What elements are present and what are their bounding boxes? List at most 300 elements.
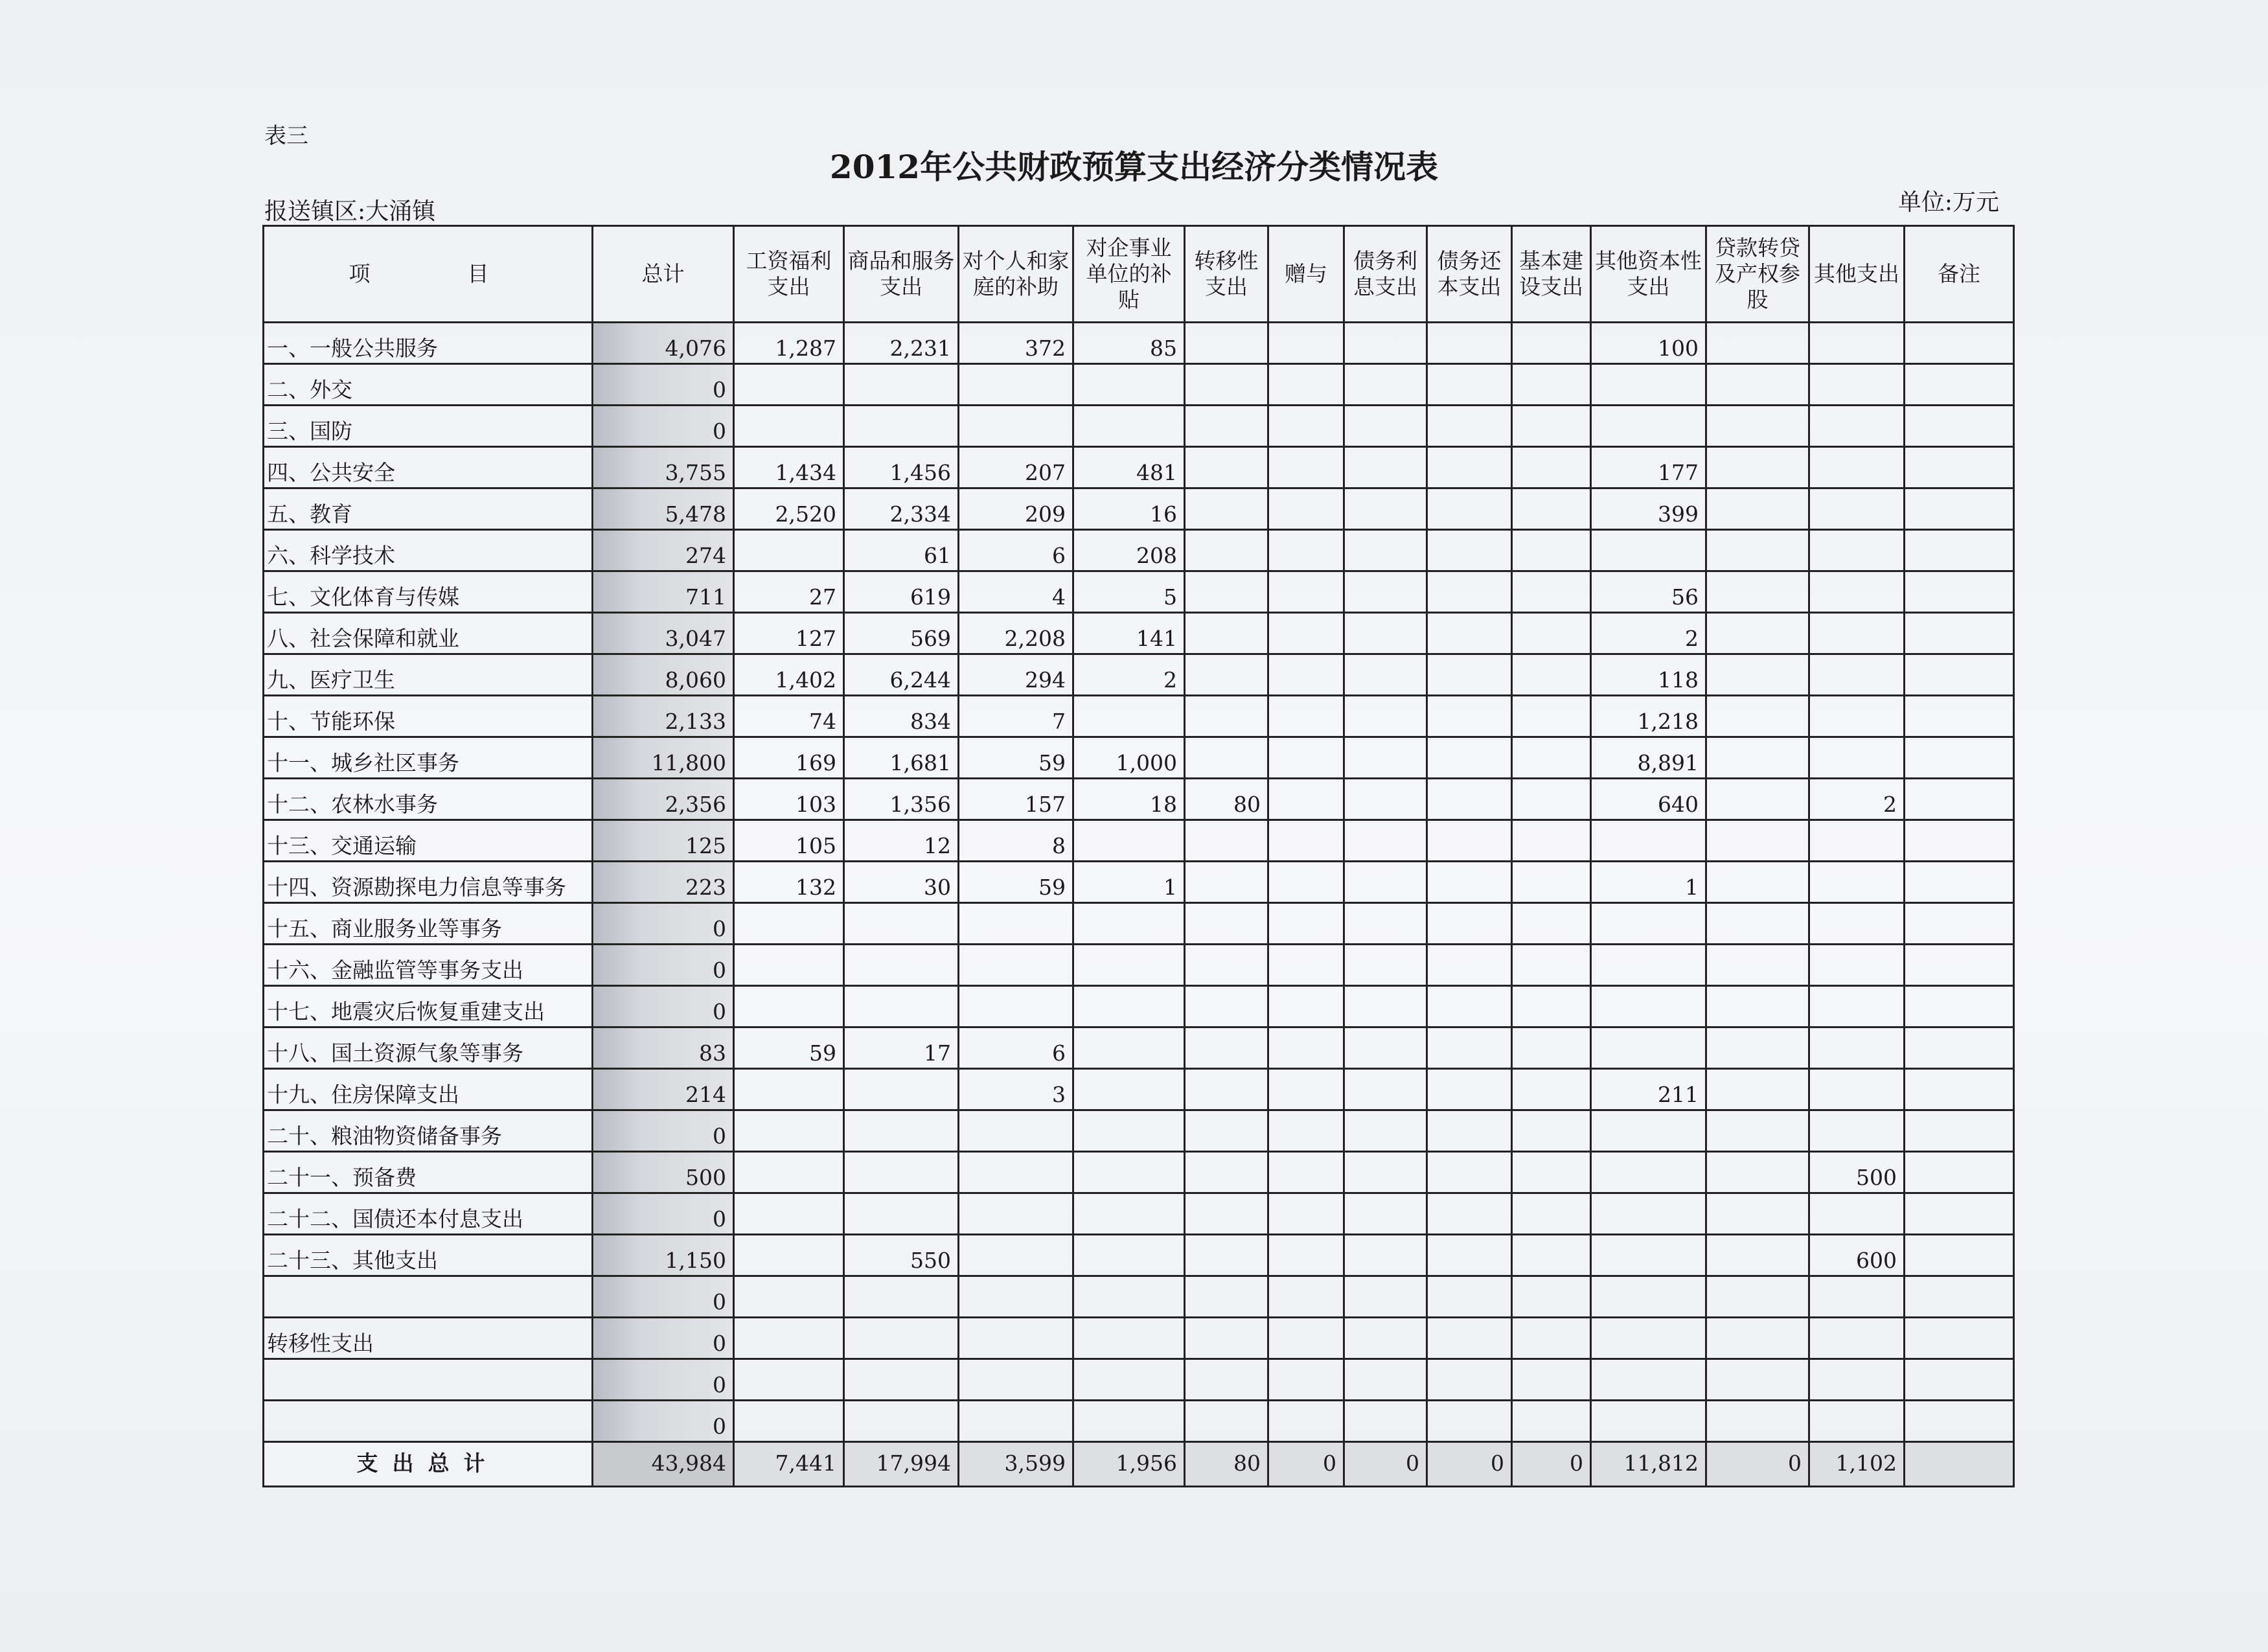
- cell-enterprise-subsidy: [1073, 1276, 1185, 1318]
- cell-wages: 1,402: [734, 654, 844, 696]
- cell-other-capital: 1,218: [1591, 696, 1706, 737]
- cell-debt-principal: [1427, 406, 1512, 447]
- cell-item: 十四、资源勘探电力信息等事务: [264, 862, 593, 903]
- cell-debt-interest: [1344, 903, 1427, 945]
- cell-donation: [1268, 1027, 1344, 1069]
- cell-debt-interest: [1344, 779, 1427, 820]
- cell-enterprise-subsidy: 141: [1073, 613, 1185, 654]
- cell-debt-principal: [1427, 1276, 1512, 1318]
- cell-item: 二十、粮油物资储备事务: [264, 1110, 593, 1152]
- cell-debt-interest: [1344, 613, 1427, 654]
- cell-capital-construction: [1512, 447, 1591, 488]
- cell-goods-services: [844, 1276, 959, 1318]
- cell-debt-principal: [1427, 903, 1512, 945]
- column-header-debt-principal: 债务还本支出: [1427, 226, 1512, 323]
- cell-other-capital: [1591, 1152, 1706, 1193]
- cell-transfer: [1185, 364, 1268, 406]
- table-row: [264, 820, 2014, 862]
- cell-capital-construction: [1512, 613, 1591, 654]
- cell-donation: [1268, 945, 1344, 986]
- cell-goods-services: 6,244: [844, 654, 959, 696]
- cell-other-expenditure: 2: [1809, 779, 1905, 820]
- cell-debt-principal: [1427, 571, 1512, 613]
- cell-transfer: [1185, 903, 1268, 945]
- cell-goods-services: 1,356: [844, 779, 959, 820]
- cell-other-expenditure: [1809, 1193, 1905, 1235]
- cell-capital-construction: [1512, 862, 1591, 903]
- cell-wages: [734, 1235, 844, 1276]
- cell-other-capital: [1591, 1027, 1706, 1069]
- cell-item: [264, 1276, 593, 1318]
- cell-debt-principal: [1427, 696, 1512, 737]
- cell-remarks: [1905, 696, 2014, 737]
- cell-total: 0: [593, 1193, 734, 1235]
- cell-debt-principal: [1427, 530, 1512, 571]
- cell-individual-subsidy: 59: [959, 862, 1073, 903]
- cell-wages: [734, 1359, 844, 1401]
- cell-capital-construction: [1512, 1318, 1591, 1359]
- cell-goods-services: 834: [844, 696, 959, 737]
- cell-debt-principal: [1427, 820, 1512, 862]
- cell-wages: [734, 1152, 844, 1193]
- cell-transfer: [1185, 323, 1268, 364]
- cell-loans-equity: [1706, 530, 1809, 571]
- cell-transfer: [1185, 986, 1268, 1027]
- cell-individual-subsidy: 7: [959, 696, 1073, 737]
- cell-other-capital: 399: [1591, 488, 1706, 530]
- cell-capital-construction: [1512, 1401, 1591, 1442]
- cell-donation: [1268, 488, 1344, 530]
- cell-goods-services: [844, 1359, 959, 1401]
- cell-transfer: [1185, 737, 1268, 779]
- cell-enterprise-subsidy: 1,000: [1073, 737, 1185, 779]
- cell-debt-principal: [1427, 323, 1512, 364]
- cell-debt-principal: [1427, 1027, 1512, 1069]
- cell-capital-construction: [1512, 364, 1591, 406]
- cell-loans-equity: [1706, 986, 1809, 1027]
- cell-remarks: [1905, 945, 2014, 986]
- cell-wages: [734, 1110, 844, 1152]
- cell-donation: [1268, 696, 1344, 737]
- cell-individual-subsidy: 207: [959, 447, 1073, 488]
- cell-remarks: [1905, 530, 2014, 571]
- cell-capital-construction: [1512, 654, 1591, 696]
- cell-capital-construction: [1512, 323, 1591, 364]
- table-row: [264, 654, 2014, 696]
- cell-capital-construction: [1512, 986, 1591, 1027]
- cell-enterprise-subsidy: [1073, 1359, 1185, 1401]
- cell-individual-subsidy: [959, 1401, 1073, 1442]
- cell-transfer: [1185, 1359, 1268, 1401]
- cell-transfer: [1185, 488, 1268, 530]
- cell-wages: 169: [734, 737, 844, 779]
- cell-capital-construction: [1512, 1359, 1591, 1401]
- cell-remarks: [1905, 903, 2014, 945]
- total-cell-debt-interest: 0: [1344, 1442, 1427, 1487]
- cell-remarks: [1905, 488, 2014, 530]
- cell-loans-equity: [1706, 1276, 1809, 1318]
- cell-transfer: [1185, 1027, 1268, 1069]
- cell-other-expenditure: [1809, 613, 1905, 654]
- header-row: [264, 226, 2014, 323]
- cell-remarks: [1905, 986, 2014, 1027]
- cell-loans-equity: [1706, 1110, 1809, 1152]
- table-row: [264, 1027, 2014, 1069]
- cell-individual-subsidy: [959, 1152, 1073, 1193]
- cell-other-capital: [1591, 1193, 1706, 1235]
- cell-wages: [734, 1069, 844, 1110]
- cell-donation: [1268, 530, 1344, 571]
- cell-enterprise-subsidy: 2: [1073, 654, 1185, 696]
- cell-donation: [1268, 571, 1344, 613]
- cell-donation: [1268, 1193, 1344, 1235]
- cell-individual-subsidy: [959, 1276, 1073, 1318]
- cell-other-capital: 640: [1591, 779, 1706, 820]
- cell-donation: [1268, 654, 1344, 696]
- cell-enterprise-subsidy: [1073, 1235, 1185, 1276]
- cell-goods-services: [844, 945, 959, 986]
- cell-remarks: [1905, 654, 2014, 696]
- table-row: [264, 1401, 2014, 1442]
- cell-goods-services: [844, 406, 959, 447]
- cell-remarks: [1905, 571, 2014, 613]
- total-cell-enterprise-subsidy: 1,956: [1073, 1442, 1185, 1487]
- column-header-remarks: 备注: [1905, 226, 2014, 323]
- cell-item: 五、教育: [264, 488, 593, 530]
- cell-transfer: [1185, 1276, 1268, 1318]
- cell-donation: [1268, 903, 1344, 945]
- table-row: [264, 530, 2014, 571]
- cell-wages: 105: [734, 820, 844, 862]
- cell-wages: 59: [734, 1027, 844, 1069]
- cell-donation: [1268, 1152, 1344, 1193]
- cell-remarks: [1905, 364, 2014, 406]
- cell-other-expenditure: [1809, 447, 1905, 488]
- table-row: [264, 986, 2014, 1027]
- cell-loans-equity: [1706, 1401, 1809, 1442]
- cell-goods-services: 569: [844, 613, 959, 654]
- cell-loans-equity: [1706, 903, 1809, 945]
- cell-capital-construction: [1512, 820, 1591, 862]
- cell-enterprise-subsidy: 18: [1073, 779, 1185, 820]
- cell-remarks: [1905, 820, 2014, 862]
- cell-individual-subsidy: [959, 986, 1073, 1027]
- cell-debt-principal: [1427, 488, 1512, 530]
- cell-other-capital: 100: [1591, 323, 1706, 364]
- cell-total: 0: [593, 1318, 734, 1359]
- cell-debt-principal: [1427, 1318, 1512, 1359]
- cell-remarks: [1905, 1027, 2014, 1069]
- column-header-item: 项 目: [264, 226, 593, 323]
- column-header-capital-construction: 基本建设支出: [1512, 226, 1591, 323]
- table-row: [264, 1110, 2014, 1152]
- cell-goods-services: 61: [844, 530, 959, 571]
- reporting-district: 报送镇区:大涌镇: [264, 198, 436, 225]
- cell-other-expenditure: [1809, 406, 1905, 447]
- cell-donation: [1268, 862, 1344, 903]
- cell-other-capital: [1591, 945, 1706, 986]
- cell-enterprise-subsidy: [1073, 1193, 1185, 1235]
- cell-debt-interest: [1344, 737, 1427, 779]
- column-header-other-expenditure: 其他支出: [1809, 226, 1905, 323]
- cell-transfer: [1185, 447, 1268, 488]
- cell-total: 214: [593, 1069, 734, 1110]
- total-cell-loans-equity: 0: [1706, 1442, 1809, 1487]
- cell-other-capital: 177: [1591, 447, 1706, 488]
- cell-donation: [1268, 1401, 1344, 1442]
- cell-loans-equity: [1706, 323, 1809, 364]
- cell-other-capital: [1591, 1318, 1706, 1359]
- cell-item: 十三、交通运输: [264, 820, 593, 862]
- table-number: 表三: [264, 123, 308, 149]
- cell-loans-equity: [1706, 1152, 1809, 1193]
- cell-debt-principal: [1427, 364, 1512, 406]
- cell-donation: [1268, 737, 1344, 779]
- cell-individual-subsidy: [959, 945, 1073, 986]
- cell-enterprise-subsidy: [1073, 1069, 1185, 1110]
- cell-wages: 2,520: [734, 488, 844, 530]
- cell-wages: [734, 1276, 844, 1318]
- cell-donation: [1268, 1235, 1344, 1276]
- cell-goods-services: [844, 1401, 959, 1442]
- cell-transfer: [1185, 406, 1268, 447]
- cell-wages: [734, 986, 844, 1027]
- cell-item: 十七、地震灾后恢复重建支出: [264, 986, 593, 1027]
- cell-other-capital: [1591, 986, 1706, 1027]
- cell-individual-subsidy: 157: [959, 779, 1073, 820]
- cell-total: 274: [593, 530, 734, 571]
- cell-debt-interest: [1344, 1152, 1427, 1193]
- cell-loans-equity: [1706, 488, 1809, 530]
- cell-loans-equity: [1706, 364, 1809, 406]
- cell-transfer: [1185, 571, 1268, 613]
- page-title: 2012年公共财政预算支出经济分类情况表: [829, 148, 1439, 186]
- cell-other-capital: [1591, 530, 1706, 571]
- cell-total: 0: [593, 364, 734, 406]
- cell-debt-principal: [1427, 862, 1512, 903]
- cell-item: 四、公共安全: [264, 447, 593, 488]
- cell-item: 一、一般公共服务: [264, 323, 593, 364]
- cell-loans-equity: [1706, 406, 1809, 447]
- cell-other-capital: [1591, 820, 1706, 862]
- cell-item: 二、外交: [264, 364, 593, 406]
- cell-loans-equity: [1706, 779, 1809, 820]
- cell-other-expenditure: [1809, 488, 1905, 530]
- cell-goods-services: 1,681: [844, 737, 959, 779]
- cell-capital-construction: [1512, 903, 1591, 945]
- cell-wages: [734, 1401, 844, 1442]
- cell-remarks: [1905, 779, 2014, 820]
- table-row: [264, 1193, 2014, 1235]
- cell-loans-equity: [1706, 654, 1809, 696]
- cell-remarks: [1905, 1069, 2014, 1110]
- table-row: [264, 1152, 2014, 1193]
- unit-label: 单位:万元: [1897, 189, 1999, 216]
- cell-debt-interest: [1344, 862, 1427, 903]
- cell-remarks: [1905, 1193, 2014, 1235]
- cell-transfer: [1185, 1069, 1268, 1110]
- cell-total: 0: [593, 945, 734, 986]
- cell-total: 2,133: [593, 696, 734, 737]
- cell-other-expenditure: [1809, 530, 1905, 571]
- cell-remarks: [1905, 1401, 2014, 1442]
- cell-debt-interest: [1344, 1401, 1427, 1442]
- table-row: [264, 364, 2014, 406]
- cell-wages: [734, 1193, 844, 1235]
- cell-individual-subsidy: [959, 1193, 1073, 1235]
- cell-item: 十九、住房保障支出: [264, 1069, 593, 1110]
- cell-wages: 74: [734, 696, 844, 737]
- column-header-debt-interest: 债务利息支出: [1344, 226, 1427, 323]
- cell-goods-services: [844, 986, 959, 1027]
- cell-donation: [1268, 613, 1344, 654]
- cell-donation: [1268, 1359, 1344, 1401]
- total-cell-debt-principal: 0: [1427, 1442, 1512, 1487]
- cell-item: 二十一、预备费: [264, 1152, 593, 1193]
- cell-debt-principal: [1427, 447, 1512, 488]
- cell-other-capital: 2: [1591, 613, 1706, 654]
- table-row: [264, 696, 2014, 737]
- cell-debt-principal: [1427, 1235, 1512, 1276]
- cell-other-expenditure: [1809, 1401, 1905, 1442]
- cell-debt-interest: [1344, 1110, 1427, 1152]
- cell-other-capital: [1591, 1235, 1706, 1276]
- cell-transfer: [1185, 1318, 1268, 1359]
- cell-wages: 27: [734, 571, 844, 613]
- cell-goods-services: 1,456: [844, 447, 959, 488]
- cell-total: 2,356: [593, 779, 734, 820]
- cell-other-expenditure: [1809, 1359, 1905, 1401]
- cell-debt-principal: [1427, 1152, 1512, 1193]
- cell-individual-subsidy: 6: [959, 530, 1073, 571]
- table-body: [264, 323, 2014, 1487]
- cell-total: 0: [593, 986, 734, 1027]
- cell-capital-construction: [1512, 1027, 1591, 1069]
- cell-individual-subsidy: 294: [959, 654, 1073, 696]
- table-row: [264, 862, 2014, 903]
- cell-loans-equity: [1706, 1193, 1809, 1235]
- cell-total: 1,150: [593, 1235, 734, 1276]
- cell-other-capital: [1591, 1276, 1706, 1318]
- cell-remarks: [1905, 447, 2014, 488]
- total-cell-total: 43,984: [593, 1442, 734, 1487]
- cell-other-capital: 56: [1591, 571, 1706, 613]
- cell-wages: [734, 1318, 844, 1359]
- table-row: [264, 406, 2014, 447]
- cell-enterprise-subsidy: [1073, 1110, 1185, 1152]
- total-cell-other-capital: 11,812: [1591, 1442, 1706, 1487]
- cell-debt-interest: [1344, 1276, 1427, 1318]
- cell-item: 二十三、其他支出: [264, 1235, 593, 1276]
- cell-debt-interest: [1344, 530, 1427, 571]
- total-cell-wages: 7,441: [734, 1442, 844, 1487]
- cell-other-capital: [1591, 364, 1706, 406]
- cell-debt-interest: [1344, 696, 1427, 737]
- cell-debt-interest: [1344, 447, 1427, 488]
- cell-transfer: 80: [1185, 779, 1268, 820]
- cell-total: 3,047: [593, 613, 734, 654]
- cell-debt-interest: [1344, 364, 1427, 406]
- cell-wages: [734, 406, 844, 447]
- cell-enterprise-subsidy: [1073, 1152, 1185, 1193]
- cell-loans-equity: [1706, 1318, 1809, 1359]
- column-header-goods-services: 商品和服务支出: [844, 226, 959, 323]
- cell-loans-equity: [1706, 945, 1809, 986]
- cell-transfer: [1185, 862, 1268, 903]
- cell-wages: [734, 530, 844, 571]
- total-cell-remarks: [1905, 1442, 2014, 1487]
- cell-item: 三、国防: [264, 406, 593, 447]
- cell-total: 223: [593, 862, 734, 903]
- cell-wages: [734, 903, 844, 945]
- cell-enterprise-subsidy: [1073, 820, 1185, 862]
- cell-other-expenditure: [1809, 571, 1905, 613]
- cell-individual-subsidy: [959, 406, 1073, 447]
- cell-debt-interest: [1344, 488, 1427, 530]
- cell-goods-services: [844, 1110, 959, 1152]
- cell-total: 11,800: [593, 737, 734, 779]
- cell-individual-subsidy: 8: [959, 820, 1073, 862]
- cell-item: 七、文化体育与传媒: [264, 571, 593, 613]
- cell-enterprise-subsidy: 16: [1073, 488, 1185, 530]
- cell-other-capital: [1591, 903, 1706, 945]
- cell-enterprise-subsidy: [1073, 945, 1185, 986]
- cell-capital-construction: [1512, 488, 1591, 530]
- column-header-wages: 工资福利支出: [734, 226, 844, 323]
- cell-other-capital: 211: [1591, 1069, 1706, 1110]
- cell-other-capital: 118: [1591, 654, 1706, 696]
- cell-goods-services: 12: [844, 820, 959, 862]
- cell-remarks: [1905, 862, 2014, 903]
- cell-total: 83: [593, 1027, 734, 1069]
- cell-debt-interest: [1344, 1359, 1427, 1401]
- table-row: [264, 1318, 2014, 1359]
- total-cell-capital-construction: 0: [1512, 1442, 1591, 1487]
- cell-transfer: [1185, 820, 1268, 862]
- cell-individual-subsidy: [959, 1110, 1073, 1152]
- table-row: [264, 737, 2014, 779]
- cell-remarks: [1905, 1152, 2014, 1193]
- cell-individual-subsidy: 209: [959, 488, 1073, 530]
- cell-debt-principal: [1427, 1193, 1512, 1235]
- cell-debt-principal: [1427, 1359, 1512, 1401]
- cell-transfer: [1185, 1152, 1268, 1193]
- cell-other-expenditure: [1809, 654, 1905, 696]
- table-row: [264, 1069, 2014, 1110]
- cell-donation: [1268, 1318, 1344, 1359]
- budget-table: [262, 225, 2015, 1487]
- cell-total: 125: [593, 820, 734, 862]
- cell-transfer: [1185, 1193, 1268, 1235]
- cell-debt-interest: [1344, 406, 1427, 447]
- cell-other-expenditure: [1809, 364, 1905, 406]
- cell-capital-construction: [1512, 530, 1591, 571]
- cell-other-expenditure: [1809, 862, 1905, 903]
- cell-goods-services: 619: [844, 571, 959, 613]
- cell-loans-equity: [1706, 571, 1809, 613]
- table-row: [264, 779, 2014, 820]
- total-cell-other-expenditure: 1,102: [1809, 1442, 1905, 1487]
- cell-debt-principal: [1427, 1110, 1512, 1152]
- cell-total: 0: [593, 1110, 734, 1152]
- table-row: [264, 447, 2014, 488]
- cell-remarks: [1905, 1359, 2014, 1401]
- cell-debt-interest: [1344, 1193, 1427, 1235]
- cell-individual-subsidy: 3: [959, 1069, 1073, 1110]
- cell-donation: [1268, 364, 1344, 406]
- cell-enterprise-subsidy: 1: [1073, 862, 1185, 903]
- cell-remarks: [1905, 1110, 2014, 1152]
